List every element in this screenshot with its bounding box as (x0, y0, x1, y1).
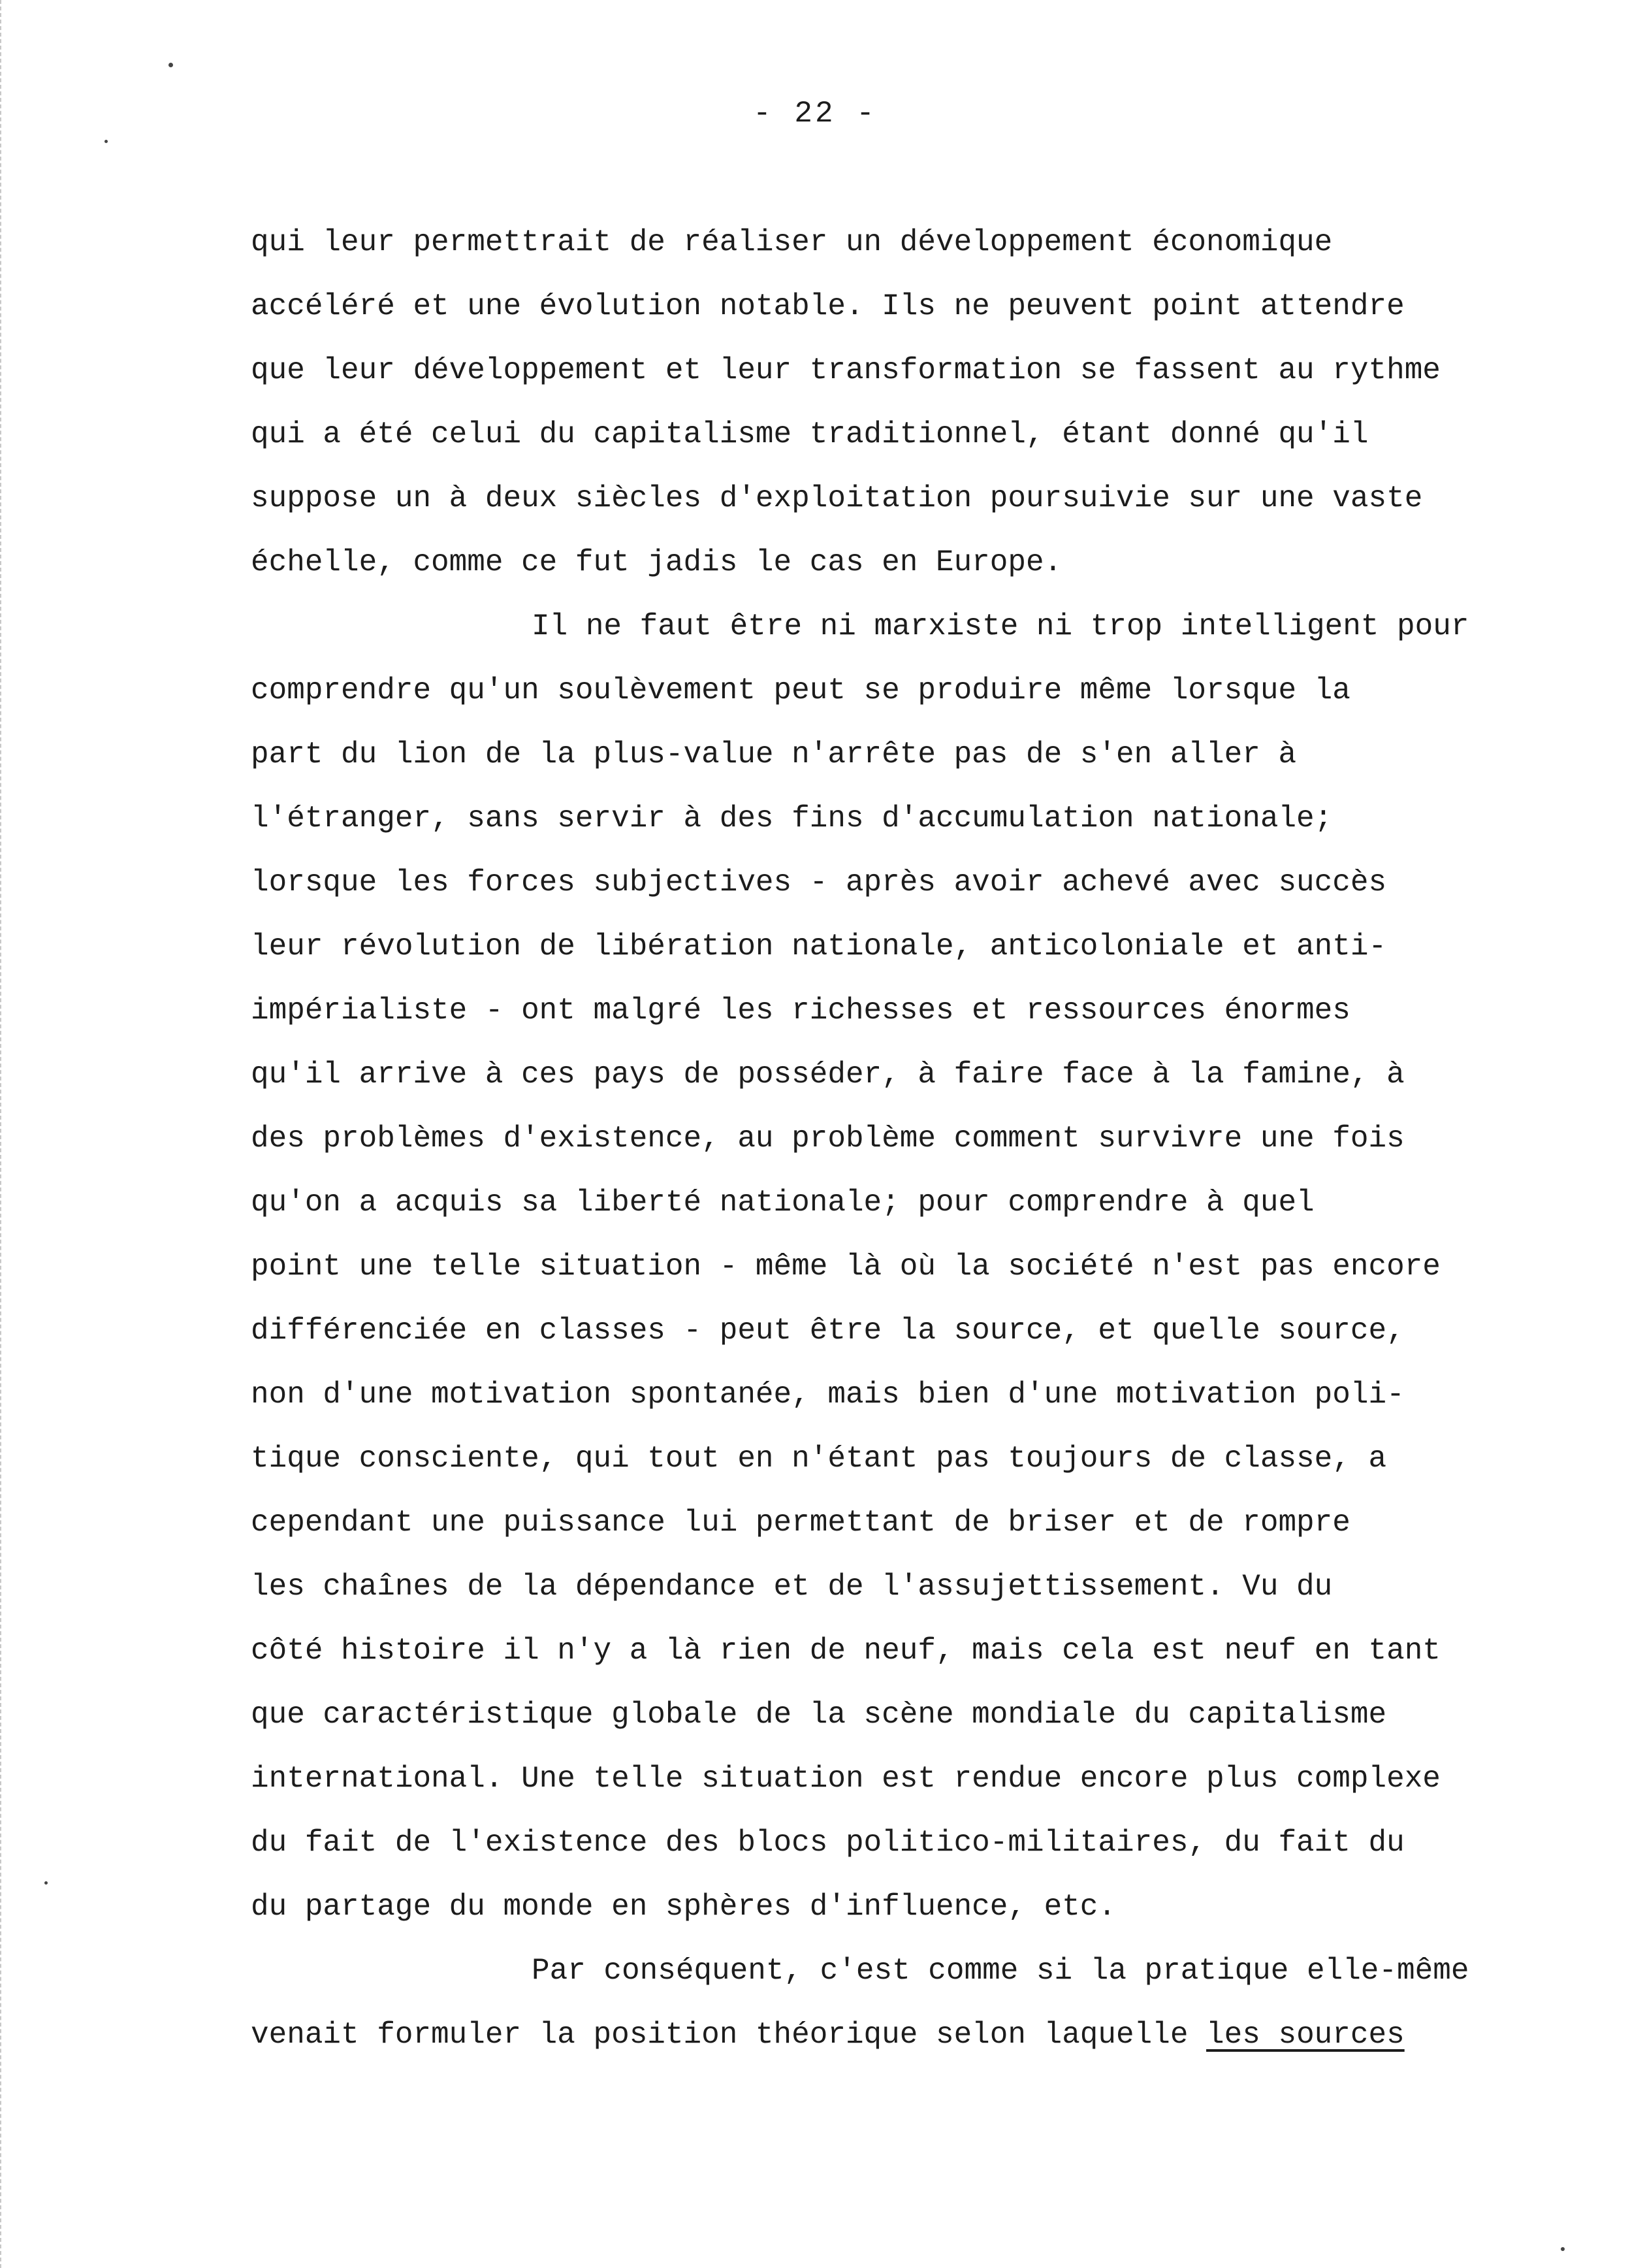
text-line: du partage du monde en sphères d'influence, etc. (251, 1890, 1117, 1924)
text-line: qui a été celui du capitalisme traditionnel, étant donné qu'il (251, 417, 1369, 451)
page-number: - 22 - (753, 97, 877, 131)
text-line: international. Une telle situation est rendue encore plus complexe (251, 1762, 1441, 1796)
scan-speck (104, 140, 108, 143)
text-line: impérialiste - ont malgré les richesses et ressources énormes (251, 994, 1350, 1028)
text-segment: venait formuler la position théorique selon laquelle (251, 2018, 1207, 2052)
text-line: côté histoire il n'y a là rien de neuf, mais cela est neuf en tant (251, 1634, 1441, 1668)
text-line: du fait de l'existence des blocs politico-militaires, du fait du (251, 1826, 1405, 1860)
text-line: suppose un à deux siècles d'exploitation poursuivie sur une vaste (251, 481, 1423, 515)
text-line: l'étranger, sans servir à des fins d'accumulation nationale; (251, 802, 1333, 835)
text-line: leur révolution de libération nationale, anticoloniale et anti- (251, 930, 1387, 964)
text-line: comprendre qu'un soulèvement peut se produire même lorsque la (251, 673, 1350, 707)
text-line: non d'une motivation spontanée, mais bien d'une motivation poli- (251, 1378, 1405, 1412)
page-edge (0, 0, 5, 2268)
text-line: des problèmes d'existence, au problème comment survivre une fois (251, 1122, 1405, 1156)
text-line: qu'on a acquis sa liberté nationale; pour comprendre à quel (251, 1186, 1315, 1220)
text-line: que caractéristique globale de la scène mondiale du capitalisme (251, 1698, 1387, 1732)
text-line: différenciée en classes - peut être la source, et quelle source, (251, 1314, 1405, 1348)
text-line: accéléré et une évolution notable. Ils ne peuvent point attendre (251, 289, 1405, 323)
paragraph (251, 594, 1596, 1939)
text-line: Par conséquent, c'est comme si la pratique elle-même (532, 1954, 1469, 1988)
paragraph (251, 1939, 1596, 2067)
text-line (251, 2003, 1596, 2067)
text-line: que leur développement et leur transformation se fassent au rythme (251, 353, 1441, 387)
text-line: qu'il arrive à ces pays de posséder, à faire face à la famine, à (251, 1058, 1405, 1092)
text-line: lorsque les forces subjectives - après avoir achevé avec succès (251, 866, 1387, 899)
text-line: tique consciente, qui tout en n'étant pas toujours de classe, a (251, 1442, 1387, 1476)
underlined-phrase: les sources (1206, 2018, 1405, 2052)
text-line: cependant une puissance lui permettant de briser et de rompre (251, 1506, 1350, 1540)
scan-speck (1561, 2247, 1565, 2251)
document-body (251, 210, 1596, 2067)
text-line: Il ne faut être ni marxiste ni trop intelligent pour (532, 609, 1469, 643)
text-line: échelle, comme ce fut jadis le cas en Europe. (251, 545, 1063, 579)
scan-speck (168, 63, 173, 67)
text-line: part du lion de la plus-value n'arrête pas de s'en aller à (251, 737, 1297, 771)
text-line: point une telle situation - même là où la société n'est pas encore (251, 1250, 1441, 1284)
scan-speck (44, 1881, 48, 1885)
text-line: les chaînes de la dépendance et de l'assujettissement. Vu du (251, 1570, 1333, 1604)
paragraph (251, 210, 1596, 594)
text-line: qui leur permettrait de réaliser un développement économique (251, 225, 1333, 259)
